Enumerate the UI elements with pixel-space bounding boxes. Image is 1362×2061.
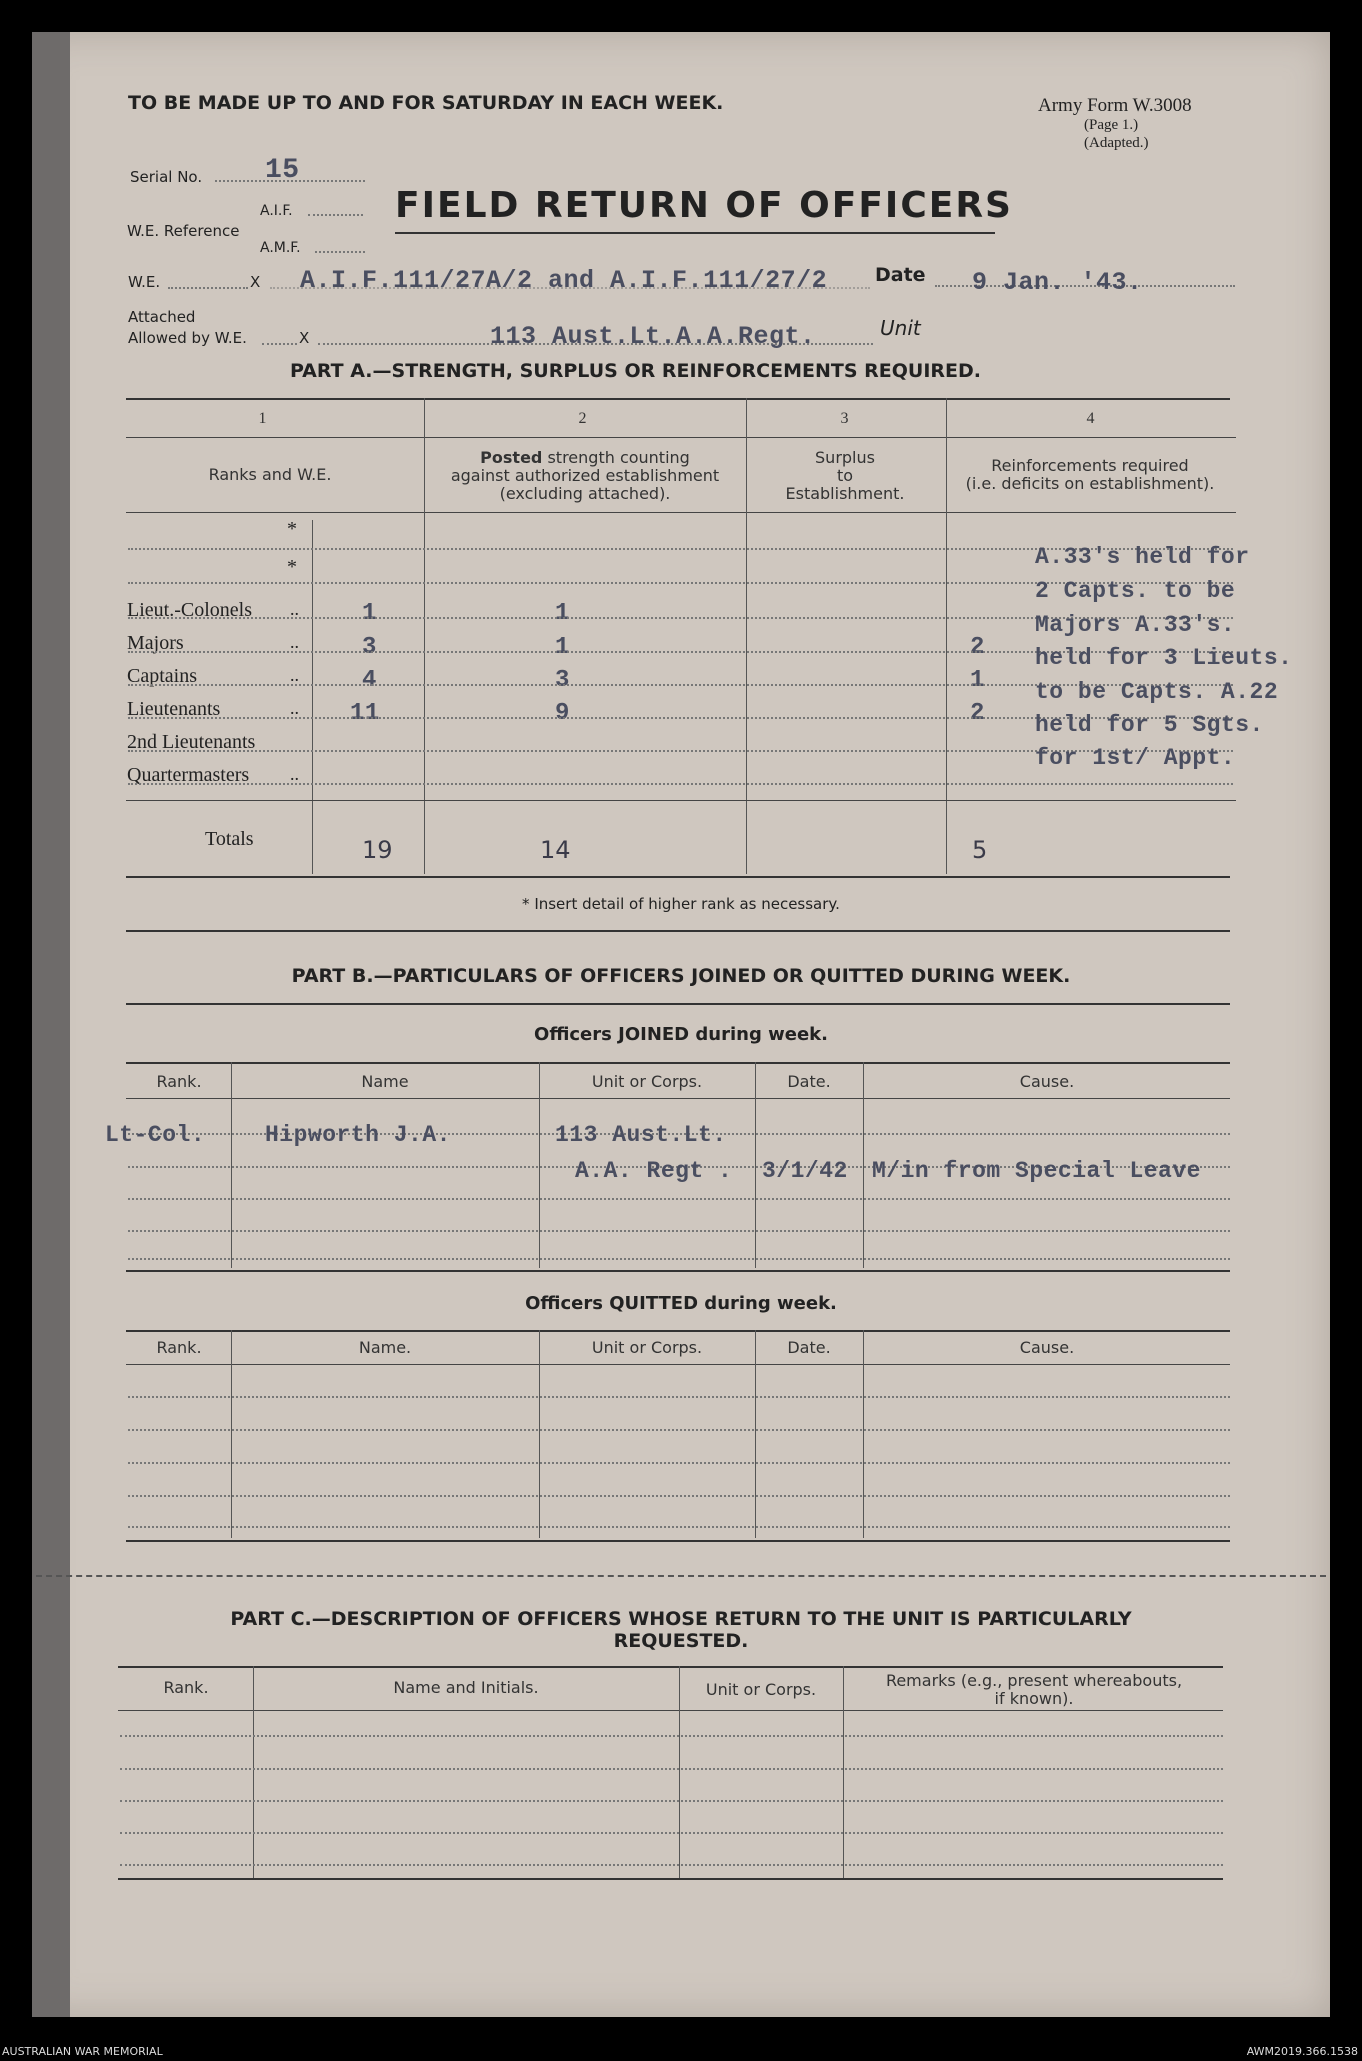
col-3-number: 3: [840, 410, 849, 427]
joined-header-rule: [126, 1098, 1230, 1099]
rank-dots: ..: [290, 698, 299, 718]
date-value: 9 Jan. '43.: [972, 268, 1143, 297]
joined-entry-date: 3/1/42: [762, 1158, 848, 1184]
rank-we-value: 1: [362, 600, 377, 627]
joined-divider-3: [755, 1062, 756, 1268]
part-c-header-rank: Rank.: [163, 1678, 209, 1697]
rank-reinf-value: 2: [970, 700, 985, 727]
joined-bottom-rule: [126, 1270, 1230, 1272]
form-instruction: TO BE MADE UP TO AND FOR SATURDAY IN EACH WEEK.: [128, 92, 724, 114]
rank-reinf-value: 2: [970, 634, 985, 661]
remark-line: to be Capts. A.22: [1035, 679, 1279, 705]
joined-title: Officers JOINED during week.: [534, 1024, 828, 1045]
star-row-1-mark: *: [287, 518, 297, 540]
quitted-divider-4: [863, 1330, 864, 1538]
rank-posted-value: 1: [555, 634, 570, 661]
remark-line: for 1st/ Appt.: [1035, 745, 1236, 771]
remark-line: held for 5 Sgts.: [1035, 712, 1264, 738]
quitted-divider-3: [755, 1330, 756, 1538]
part-c-top-rule: [118, 1666, 1223, 1668]
date-label: Date: [875, 264, 926, 286]
form-page-number: (Page 1.): [1084, 117, 1139, 133]
part-a-footnote-rule: [126, 930, 1230, 932]
part-a-we-divider: [312, 520, 313, 874]
totals-we-value: 19: [362, 836, 393, 864]
joined-entry-rank: Lt-Col.: [105, 1122, 206, 1148]
serial-no-value: 15: [265, 155, 300, 186]
col-2-header-l3: (excluding attached).: [499, 484, 671, 503]
joined-divider-4: [863, 1062, 864, 1268]
remark-line: A.33's held for: [1035, 544, 1250, 570]
rank-label: Lieutenants: [127, 698, 221, 720]
part-a-divider-2: [746, 398, 747, 874]
part-c-header-unit: Unit or Corps.: [705, 1680, 817, 1699]
form-adapted-note: (Adapted.): [1084, 135, 1149, 151]
joined-header-rank: Rank.: [156, 1072, 202, 1091]
rank-we-value: 4: [362, 667, 377, 694]
quitted-title: Officers QUITTED during week.: [525, 1293, 837, 1314]
joined-row-line: [128, 1198, 1230, 1200]
joined-entry-cause: M/in from Special Leave: [872, 1158, 1201, 1184]
attached-label: Attached: [128, 308, 196, 326]
totals-reinf-value: 5: [972, 836, 988, 864]
unit-value: 113 Aust.Lt.A.A.Regt.: [490, 322, 816, 351]
col-2-header-l1: [430, 448, 740, 467]
part-c-divider-1: [253, 1666, 254, 1878]
quitted-top-rule: [126, 1330, 1230, 1332]
part-c-row-line: [120, 1800, 1223, 1802]
quitted-row-line: [128, 1495, 1230, 1497]
rank-posted-value: 1: [555, 600, 570, 627]
quitted-row-line: [128, 1526, 1230, 1528]
rank-label: Quartermasters: [127, 764, 250, 786]
col-2-number: 2: [578, 410, 587, 427]
joined-entry-unit-l2: A.A. Regt .: [575, 1158, 733, 1184]
rank-reinf-value: 1: [970, 667, 985, 694]
part-c-divider-3: [843, 1666, 844, 1878]
quitted-header-rule: [126, 1364, 1230, 1365]
part-a-divider-3: [946, 398, 947, 874]
col-2-header-bold: Posted: [480, 448, 543, 467]
rank-posted-value: 9: [555, 700, 570, 727]
joined-top-rule: [126, 1062, 1230, 1064]
rank-dots: ..: [290, 764, 299, 784]
rank-posted-value: 3: [555, 667, 570, 694]
star-row-2-mark: *: [287, 556, 297, 578]
part-a-footnote: * Insert detail of higher rank as necessary.: [522, 895, 840, 913]
quitted-row-line: [128, 1462, 1230, 1464]
remark-line: held for 3 Lieuts.: [1035, 645, 1293, 671]
col-4-header-l2: (i.e. deficits on establishment).: [965, 474, 1215, 493]
part-c-row-line: [120, 1864, 1223, 1866]
joined-divider-1: [231, 1062, 232, 1268]
col-3-header-l3: Establishment.: [785, 484, 905, 503]
we-label: W.E.: [128, 273, 161, 291]
rank-dots: ..: [290, 599, 299, 619]
quitted-header-rank: Rank.: [156, 1338, 202, 1357]
amf-label: A.M.F.: [260, 240, 301, 256]
joined-header-date: Date.: [787, 1072, 831, 1091]
we-line: [270, 287, 870, 289]
army-form-number: Army Form W.3008: [1038, 95, 1192, 116]
part-c-row-line: [120, 1735, 1223, 1737]
rank-row-line: [128, 783, 1233, 785]
part-c-header-name: Name and Initials.: [393, 1678, 539, 1697]
col-3-header-l2: to: [836, 466, 854, 485]
part-c-row-line: [120, 1768, 1223, 1770]
rank-we-value: 11: [350, 700, 380, 727]
part-a-top-rule: [126, 398, 1230, 400]
archive-credit: AUSTRALIAN WAR MEMORIAL: [2, 2045, 163, 2058]
col-number-rule: [126, 437, 1236, 438]
rank-label: Captains: [127, 665, 197, 687]
we-reference-label: W.E. Reference: [127, 222, 240, 240]
col-2-header-rest: strength counting: [542, 448, 690, 467]
rank-label: Lieut.-Colonels: [127, 599, 252, 621]
aif-line: [308, 214, 363, 216]
col-2-header-l2: against authorized establishment: [450, 466, 720, 485]
quitted-header-date: Date.: [787, 1338, 831, 1357]
part-a-bottom-rule: [126, 876, 1230, 878]
quitted-bottom-rule: [126, 1540, 1230, 1542]
attached-allowed-label: Allowed by W.E.: [128, 329, 247, 347]
joined-row-line: [128, 1258, 1230, 1260]
rank-dots: ..: [290, 632, 299, 652]
part-c-divider-2: [679, 1666, 680, 1878]
serial-no-label: Serial No.: [130, 168, 203, 186]
col-1-header: Ranks and W.E.: [208, 465, 332, 484]
quitted-header-name: Name.: [358, 1338, 412, 1357]
part-c-title-l2: REQUESTED.: [613, 1630, 749, 1652]
we-line-left: [168, 287, 248, 289]
quitted-header-unit: Unit or Corps.: [591, 1338, 703, 1357]
totals-top-rule: [126, 800, 1236, 801]
part-a-title: PART A.—STRENGTH, SURPLUS OR REINFORCEMENTS REQUIRED.: [290, 360, 982, 382]
rank-dots: ..: [290, 665, 299, 685]
quitted-divider-1: [231, 1330, 232, 1538]
col-1-number: 1: [258, 410, 267, 427]
col-4-number: 4: [1086, 410, 1095, 427]
part-c-bottom-rule: [118, 1878, 1223, 1880]
attached-x-mark: X: [299, 329, 310, 347]
title-underline: [395, 232, 995, 234]
perforation-line: [36, 1575, 1326, 1577]
unit-label: Unit: [880, 316, 921, 340]
rank-label: 2nd Lieutenants: [127, 731, 256, 753]
part-c-header-remarks-l1: Remarks (e.g., present whereabouts,: [885, 1671, 1183, 1690]
joined-header-cause: Cause.: [1019, 1072, 1075, 1091]
part-c-header-remarks-l2: if known).: [994, 1689, 1074, 1708]
attached-line: [262, 343, 297, 345]
col-3-header-l1: Surplus: [815, 448, 875, 467]
remark-line: Majors A.33's.: [1035, 612, 1236, 638]
joined-entry-name: Hipworth J.A.: [265, 1122, 451, 1148]
quitted-divider-2: [539, 1330, 540, 1538]
quitted-header-cause: Cause.: [1019, 1338, 1075, 1357]
rank-we-value: 3: [362, 634, 377, 661]
quitted-row-line: [128, 1396, 1230, 1398]
joined-entry-unit-l1: 113 Aust.Lt.: [555, 1122, 727, 1148]
part-a-header-rule: [126, 512, 1236, 513]
part-c-title-l1: PART C.—DESCRIPTION OF OFFICERS WHOSE RETURN TO THE UNIT IS PARTICULARLY: [230, 1608, 1132, 1630]
amf-line: [315, 251, 365, 253]
part-c-row-line: [120, 1832, 1223, 1834]
we-value: A.I.F.111/27A/2 and A.I.F.111/27/2: [300, 266, 828, 295]
form-title: FIELD RETURN OF OFFICERS: [395, 185, 1013, 226]
rank-label: Majors: [127, 632, 184, 654]
part-b-title: PART B.—PARTICULARS OF OFFICERS JOINED OR QUITTED DURING WEEK.: [291, 965, 1071, 987]
remark-line: 2 Capts. to be: [1035, 578, 1236, 604]
totals-posted-value: 14: [540, 836, 571, 864]
part-a-divider-1: [424, 398, 425, 874]
joined-header-unit: Unit or Corps.: [591, 1072, 703, 1091]
joined-header-name: Name: [361, 1072, 409, 1091]
col-4-header-l1: Reinforcements required: [991, 456, 1189, 475]
quitted-row-line: [128, 1429, 1230, 1431]
totals-label: Totals: [205, 828, 254, 850]
part-b-title-rule: [126, 1003, 1230, 1005]
we-x-mark: X: [250, 273, 261, 291]
aif-label: A.I.F.: [260, 203, 293, 219]
joined-divider-2: [539, 1062, 540, 1268]
part-c-header-rule: [118, 1710, 1223, 1711]
archive-reference: AWM2019.366.1538: [1246, 2045, 1358, 2058]
joined-row-line: [128, 1230, 1230, 1232]
